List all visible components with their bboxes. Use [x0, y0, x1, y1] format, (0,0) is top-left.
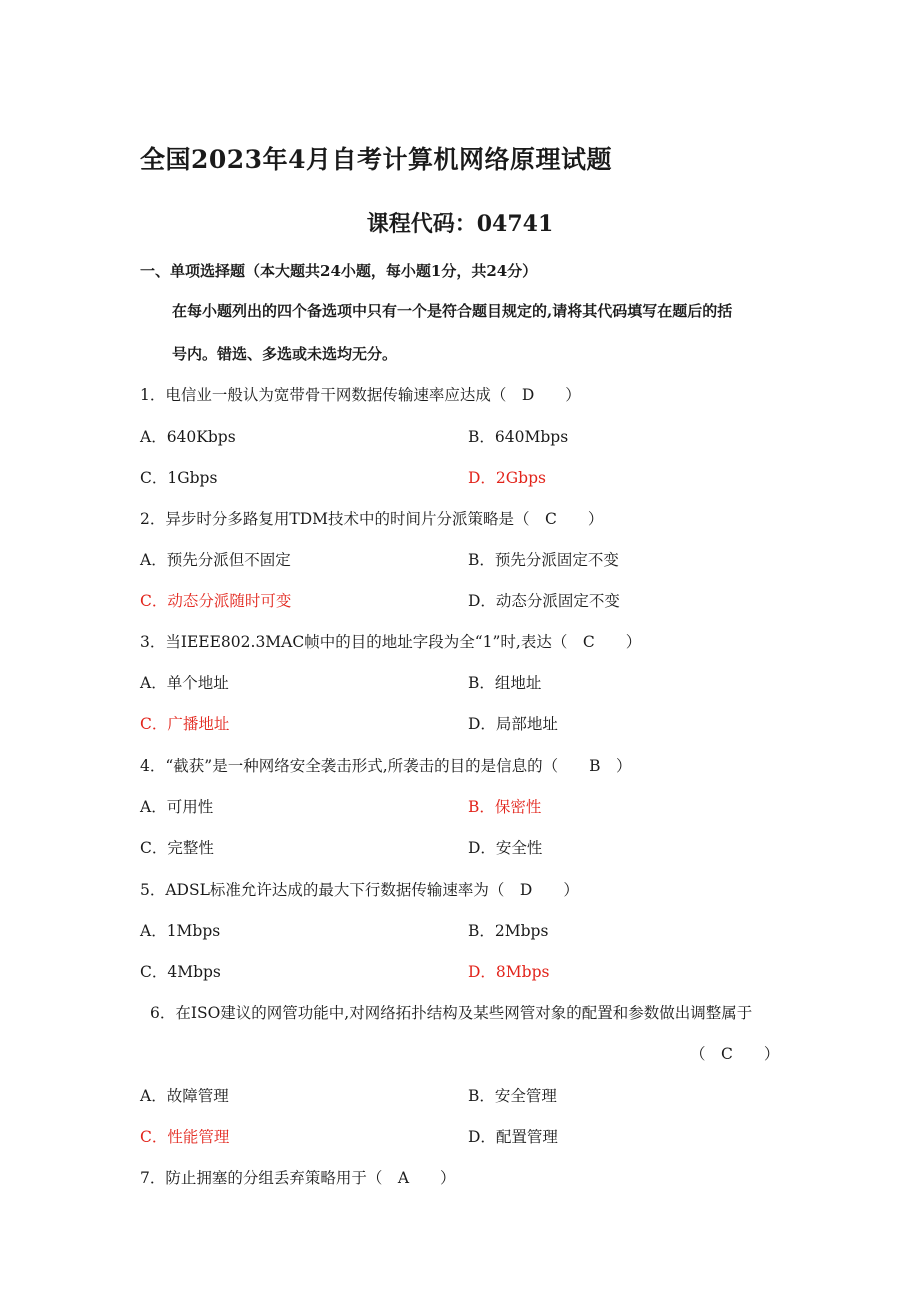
option-b: B．2Mbps: [468, 922, 549, 940]
option-d: D．动态分派固定不变: [468, 592, 620, 610]
option-d-correct: D．8Mbps: [468, 963, 550, 981]
section-heading: 一、单项选择题（本大题共24小题，每小题1分，共24分）: [140, 262, 538, 280]
option-b: B．640Mbps: [468, 428, 569, 446]
question-stem: 1．电信业一般认为宽带骨干网数据传输速率应达成（ D ）: [140, 386, 581, 404]
option-b: B．安全管理: [468, 1087, 557, 1105]
option-a: A．可用性: [140, 798, 214, 816]
option-b: B．预先分派固定不变: [468, 551, 619, 569]
question-stem: 6．在ISO建议的网管功能中,对网络拓扑结构及某些网管对象的配置和参数做出调整属于: [150, 1004, 753, 1022]
section-instruction-line2: 号内。错选、多选或未选均无分。: [172, 345, 398, 363]
option-d-correct: D．2Gbps: [468, 469, 546, 487]
option-d: D．安全性: [468, 839, 543, 857]
option-c: C．4Mbps: [140, 963, 221, 981]
question-stem: 3．当IEEE802.3MAC帧中的目的地址字段为全“1”时,表达（ C ）: [140, 633, 642, 651]
option-c-correct: C．性能管理: [140, 1128, 230, 1146]
question-stem: 2．异步时分多路复用TDM技术中的时间片分派策略是（ C ）: [140, 510, 604, 528]
option-a: A．预先分派但不固定: [140, 551, 291, 569]
option-b-correct: B．保密性: [468, 798, 542, 816]
question-stem: 4．“截获”是一种网络安全袭击形式,所袭击的目的是信息的（ B ）: [140, 757, 632, 775]
option-d: D．配置管理: [468, 1128, 558, 1146]
option-c-correct: C．广播地址: [140, 715, 230, 733]
option-a: A．1Mbps: [140, 922, 221, 940]
section-instruction-line1: 在每小题列出的四个备选项中只有一个是符合题目规定的,请将其代码填写在题后的括: [172, 302, 733, 320]
option-b: B．组地址: [468, 674, 542, 692]
question-stem: 7．防止拥塞的分组丢弃策略用于（ A ）: [140, 1169, 456, 1187]
page-title: 全国2023年4月自考计算机网络原理试题: [140, 145, 612, 174]
option-a: A．640Kbps: [140, 428, 236, 446]
option-c-correct: C．动态分派随时可变: [140, 592, 292, 610]
option-c: C．完整性: [140, 839, 214, 857]
course-code: 课程代码：04741: [366, 211, 554, 237]
option-a: A．故障管理: [140, 1087, 229, 1105]
question-stem: 5．ADSL标准允许达成的最大下行数据传输速率为（ D ）: [140, 881, 579, 899]
option-c: C．1Gbps: [140, 469, 218, 487]
option-d: D．局部地址: [468, 715, 558, 733]
option-a: A．单个地址: [140, 674, 229, 692]
answer-bracket: （ C ）: [690, 1045, 780, 1063]
